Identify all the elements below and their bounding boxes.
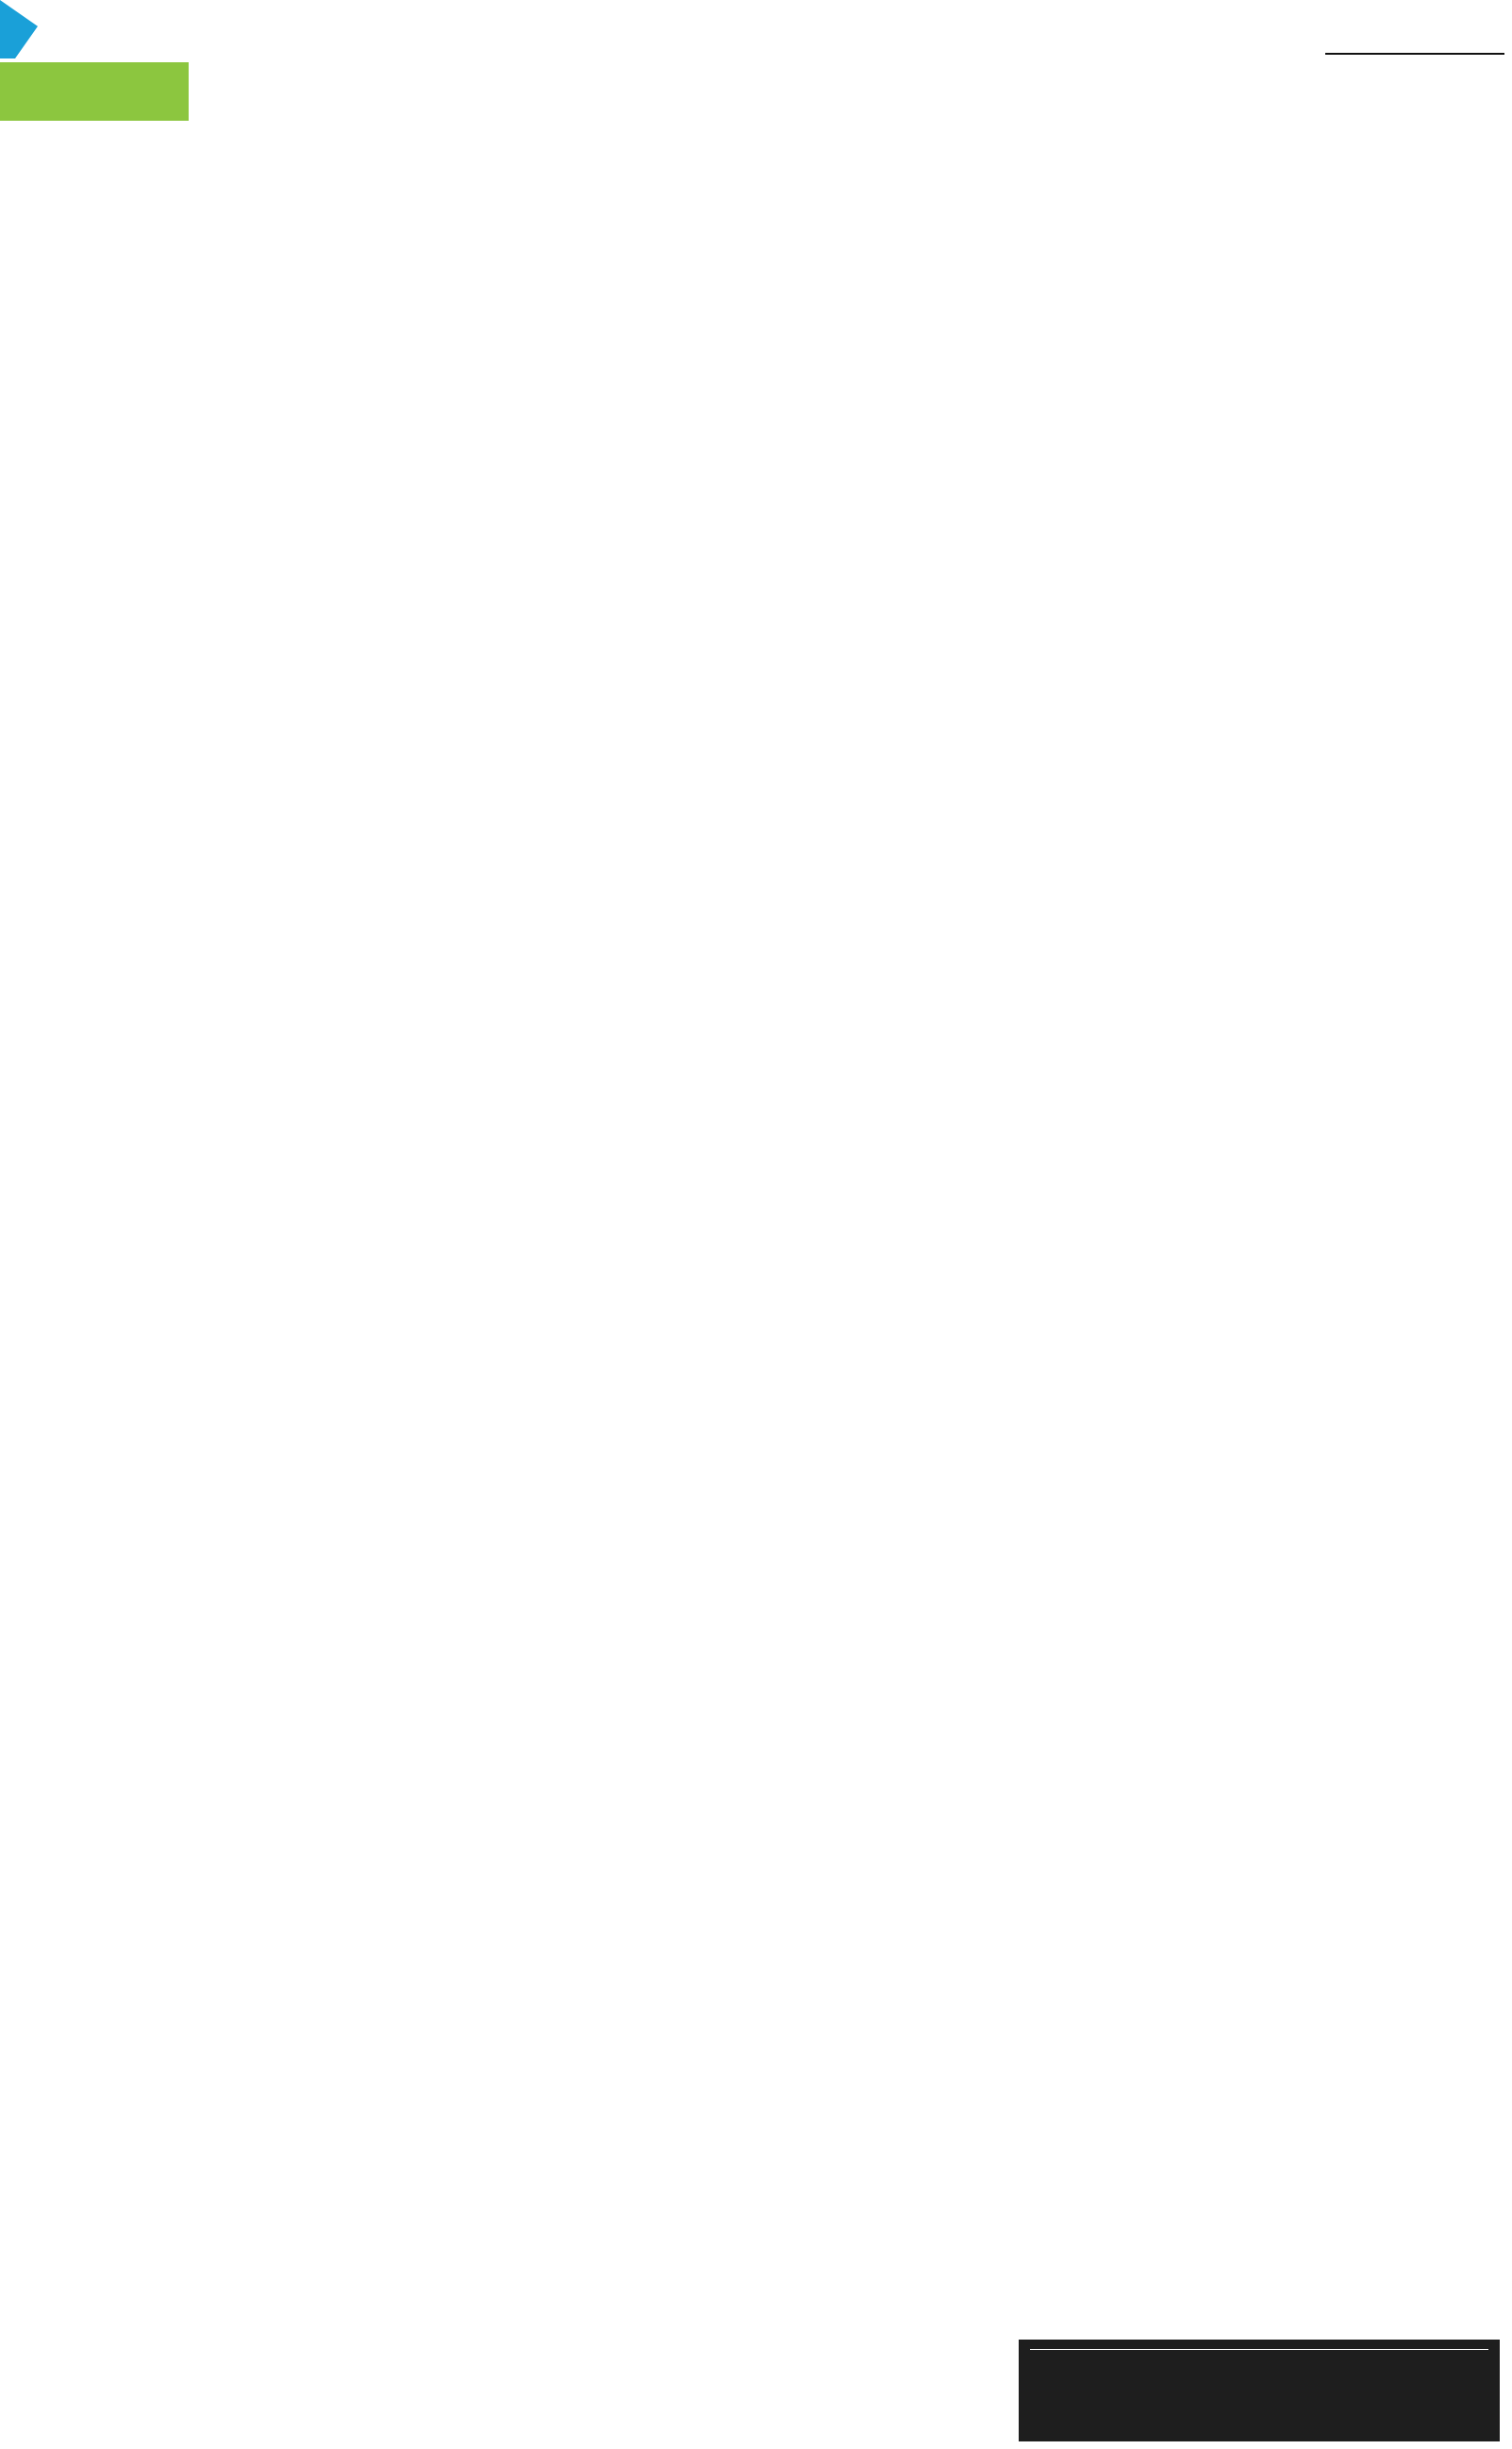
election-logo-graphic [0, 0, 38, 58]
legend-box [1019, 2340, 1500, 2441]
folio-rule [1325, 53, 1504, 55]
election-logo-band [0, 62, 189, 121]
legend-title [1030, 2345, 1488, 2350]
